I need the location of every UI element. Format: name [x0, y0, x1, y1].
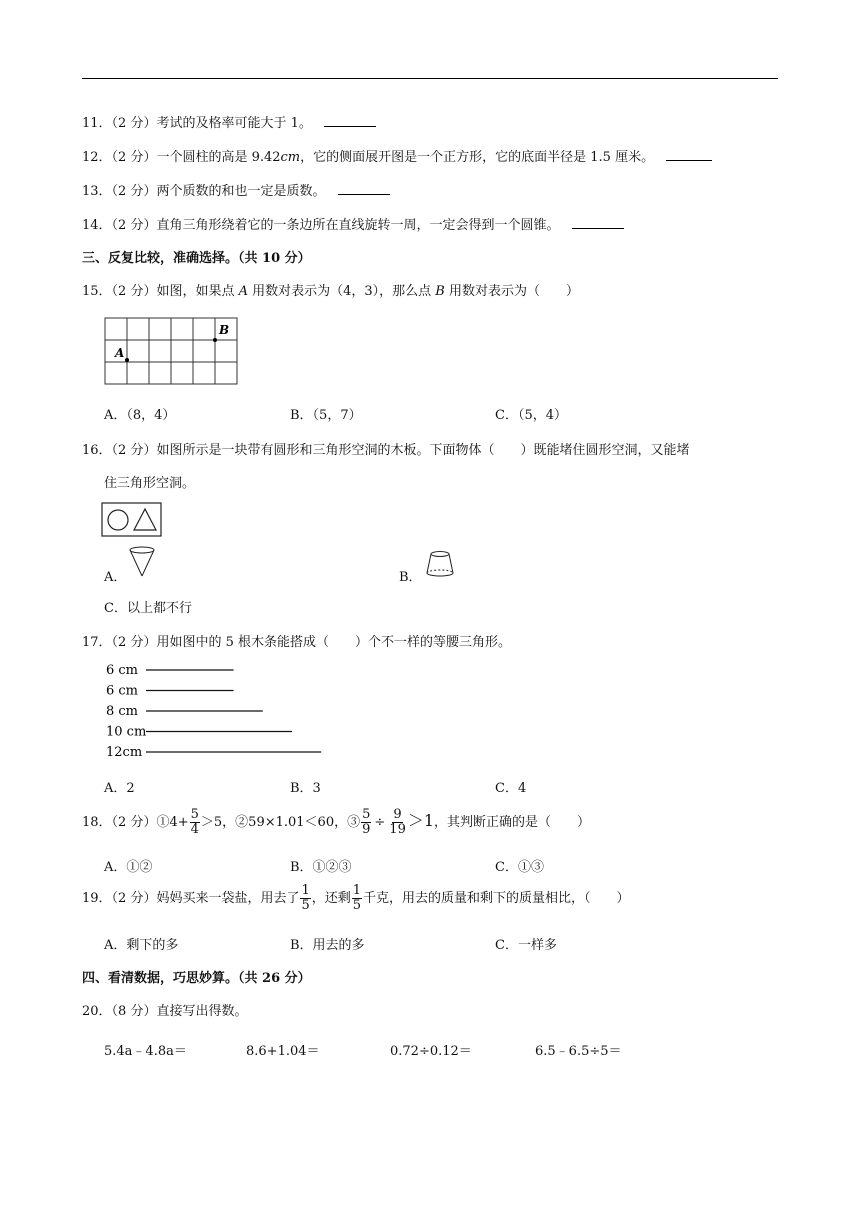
question-text: 考试的及格率可能大于 1。 — [156, 116, 312, 131]
option-a[interactable]: A．2 — [104, 781, 135, 796]
question-text: 如图，如果点 — [156, 284, 239, 299]
question-text: ，其判断正确的是（ ） — [434, 815, 591, 830]
point-a — [125, 358, 129, 362]
question-text: ，还剩 — [311, 891, 351, 906]
grid-lines — [105, 318, 237, 384]
fraction: $\frac{1}{5}$ — [352, 883, 362, 913]
question-14 — [82, 214, 624, 233]
question-18 — [82, 806, 590, 838]
stick-label: 12cm — [106, 745, 143, 760]
sticks-figure — [104, 660, 324, 762]
question-score: （2 分） — [111, 218, 157, 233]
stick-label: 6 cm — [106, 663, 139, 678]
question-17 — [82, 631, 511, 650]
answer-blank[interactable] — [338, 193, 390, 195]
option-b[interactable]: B．①②③ — [290, 860, 352, 875]
option-a[interactable]: A．（8，4） — [104, 408, 176, 423]
question-13 — [82, 180, 390, 199]
question-number: 17． — [82, 635, 112, 650]
question-number: 18． — [82, 815, 112, 830]
question-text: 如图所示是一块带有圆形和三角形空洞的木板。下面物体（ ）既能堵住圆形空洞，又能堵 — [156, 443, 690, 458]
stick-label: 8 cm — [106, 704, 139, 719]
option-a-label[interactable]: A． — [104, 570, 127, 585]
coordinate-grid-figure — [102, 315, 240, 385]
question-number: 13． — [82, 184, 112, 199]
question-text: 一个圆柱的高是 9.42 — [156, 150, 281, 165]
fraction: $\frac{9}{19}$ — [389, 807, 406, 837]
comparison: ＞1 — [407, 811, 435, 830]
question-text: ，它的侧面展开图是一个正方形，它的底面半径是 1.5 厘米。 — [300, 150, 655, 165]
question-score: （2 分） — [111, 635, 157, 650]
circle-hole — [108, 510, 128, 530]
stick-label: 10 cm — [106, 724, 147, 740]
stick-label: 6 cm — [106, 683, 139, 699]
question-text: 用数对表示为（ ） — [444, 284, 579, 299]
question-score: （2 分） — [111, 815, 157, 830]
fraction: $\frac{5}{4}$ — [190, 807, 199, 837]
point-a-label: A — [115, 346, 125, 360]
point-b-label: B — [219, 323, 230, 337]
question-score: （2 分） — [111, 284, 157, 299]
question-15 — [82, 280, 579, 299]
option-a[interactable]: A．剩下的多 — [104, 938, 179, 953]
question-score: （2 分） — [111, 443, 157, 458]
answer-blank[interactable] — [666, 159, 712, 161]
calc-item[interactable]: 6.5﹣6.5÷5＝ — [535, 1044, 622, 1059]
question-number: 14． — [82, 218, 112, 233]
option-c[interactable]: C．（5，4） — [495, 408, 567, 423]
point-b — [213, 338, 217, 342]
option-c[interactable]: C．①③ — [495, 860, 544, 875]
option-b[interactable]: B．用去的多 — [290, 938, 365, 953]
answer-blank[interactable] — [572, 227, 624, 229]
question-text: 千克，用去的质量和剩下的质量相比，（ ） — [363, 891, 630, 906]
question-score: （8 分） — [111, 1004, 157, 1019]
option-a[interactable]: A．①② — [104, 860, 153, 875]
inverted-cone-icon[interactable] — [126, 545, 158, 579]
question-11 — [82, 112, 376, 131]
option-b[interactable]: B．（5，7） — [290, 408, 362, 423]
option-c[interactable]: C．4 — [495, 781, 527, 796]
question-score: （2 分） — [111, 184, 157, 199]
answer-blank[interactable] — [324, 125, 376, 127]
question-number: 16． — [82, 443, 112, 458]
question-number: 11． — [82, 116, 112, 131]
calc-item[interactable]: 5.4a﹣4.8a＝ — [104, 1044, 187, 1059]
option-c[interactable]: C．以上都不行 — [104, 601, 192, 616]
triangle-hole — [134, 509, 156, 530]
question-number: 20． — [82, 1004, 112, 1019]
board-outline — [102, 503, 161, 536]
point-name: A — [238, 284, 248, 299]
frustum-icon[interactable] — [423, 549, 457, 579]
question-number: 19． — [82, 891, 112, 906]
point-name: B — [435, 284, 445, 299]
question-16-line-1 — [82, 439, 689, 458]
board-with-holes-figure — [101, 502, 163, 538]
division-sign: ÷ — [374, 815, 386, 830]
question-text: 两个质数的和也一定是质数。 — [156, 184, 326, 199]
question-score: （2 分） — [111, 150, 157, 165]
question-text: 直接写出得数。 — [156, 1004, 248, 1019]
question-text: ①4+ — [156, 815, 189, 830]
option-c[interactable]: C．一样多 — [495, 938, 557, 953]
question-text: 用如图中的 5 根木条能搭成（ ）个不一样的等腰三角形。 — [156, 635, 511, 650]
question-number: 12． — [82, 150, 112, 165]
section-heading: 四、看清数据，巧思妙算。（共 26 分） — [82, 971, 311, 986]
question-text: 直角三角形绕着它的一条边所在直线旋转一周，一定会得到一个圆锥。 — [156, 218, 560, 233]
question-16-line-2: 住三角形空洞。 — [104, 476, 196, 491]
option-b[interactable]: B．3 — [290, 781, 321, 796]
question-number: 15． — [82, 284, 112, 299]
option-b-label[interactable]: B． — [399, 570, 422, 585]
question-score: （2 分） — [111, 116, 157, 131]
question-score: （2 分） — [111, 891, 157, 906]
fraction: $\frac{1}{5}$ — [301, 883, 310, 913]
question-19 — [82, 884, 630, 914]
calc-item[interactable]: 8.6+1.04＝ — [246, 1044, 320, 1059]
fraction: $\frac{5}{9}$ — [362, 807, 371, 837]
question-text: 妈妈买来一袋盐，用去了 — [156, 891, 300, 906]
unit-text: cm — [280, 150, 301, 165]
question-20 — [82, 1000, 247, 1019]
header-rule — [82, 78, 778, 79]
section-heading: 三、反复比较，准确选择。（共 10 分） — [82, 251, 311, 266]
question-text: 用数对表示为（4，3），那么点 — [247, 284, 436, 299]
question-text: ＞5，②59×1.01＜60，③ — [200, 815, 361, 830]
question-12 — [82, 146, 712, 165]
calc-item[interactable]: 0.72÷0.12＝ — [390, 1044, 472, 1059]
